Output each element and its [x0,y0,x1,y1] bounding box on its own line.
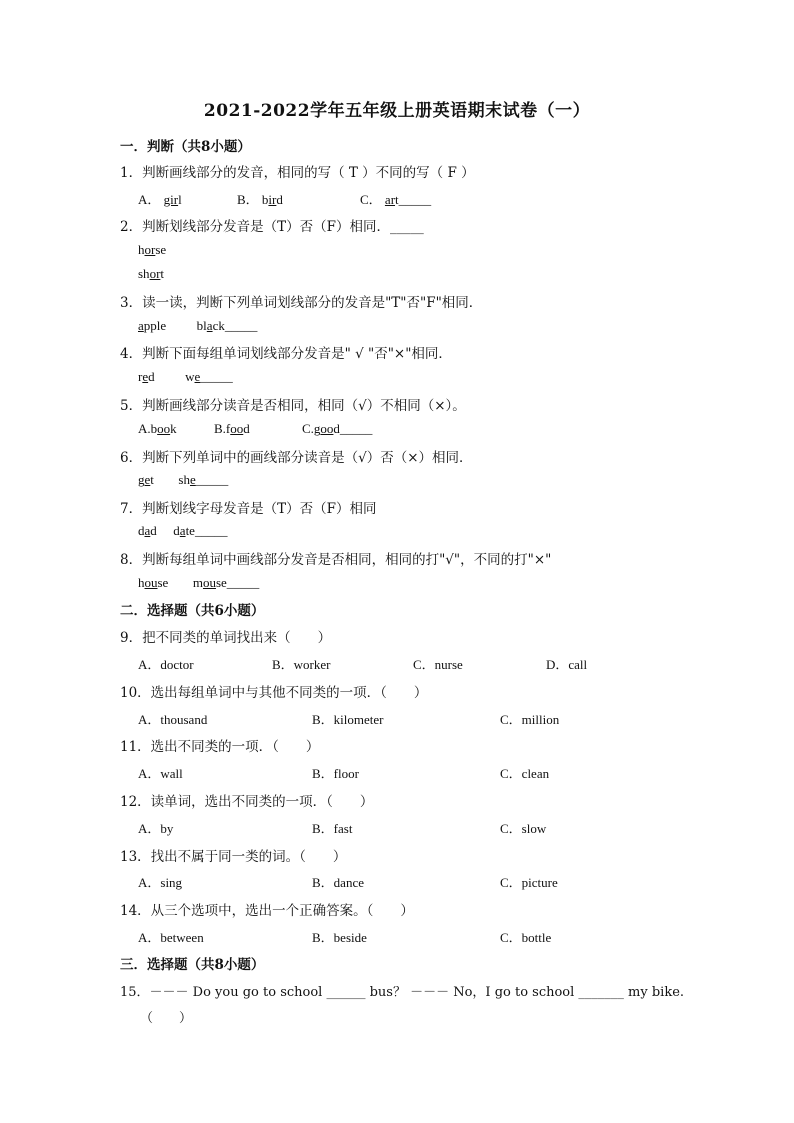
q14-option-c: C．bottle [500,930,552,945]
q1-option-c: C． art_____ [360,192,432,207]
q9-option-b: B．worker [272,657,331,672]
q10-option-a: A．thousand [138,712,208,727]
question-13: 13．找出不属于同一类的词。（ ） [120,849,347,865]
q15-answer-paren: （ ） [140,1010,193,1025]
question-7: 7．判断划线字母发音是（T）否（F）相同 [120,501,377,517]
q9-option-d: D．call [546,657,588,672]
q11-option-a: A．wall [138,766,183,781]
question-3: 3．读一读，判断下列单词划线部分的发音是"T"否"F"相同． [120,295,483,311]
q12-option-c: C．slow [500,821,547,836]
q9-option-c: C．nurse [413,657,463,672]
q7-words: dad date_____ [138,523,228,538]
q13-option-a: A．sing [138,875,183,890]
q3-words: apple black_____ [138,318,258,333]
q2-word-1: horse [138,242,167,257]
q12-option-b: B．fast [312,821,353,836]
question-2: 2．判断划线部分发音是（T）否（F）相同．_____ [120,219,424,235]
q1-option-a: A． girl [138,192,182,207]
q13-option-c: C．picture [500,875,558,890]
question-14: 14．从三个选项中，选出一个正确答案。（ ） [120,903,414,919]
question-12: 12．读单词，选出不同类的一项．（ ） [120,794,374,810]
section-2-heading: 二．选择题（共6小题） [120,603,265,619]
section-1-heading: 一．判断（共8小题） [120,139,251,155]
question-15: 15．－－－ Do you go to school ______ bus？ －－－ No，I go to school _______ my bike. [120,985,685,1000]
q11-option-b: B．floor [312,766,359,781]
q10-option-b: B．kilometer [312,712,384,727]
q11-option-c: C．clean [500,766,550,781]
q13-option-b: B．dance [312,875,364,890]
question-1: 1．判断画线部分的发音，相同的写（ T ）不同的写（ F ） [120,165,475,181]
q5-option-a: A.book [138,421,177,436]
question-5: 5．判断画线部分读音是否相同，相同（√）不相同（×）。 [120,398,466,414]
q12-option-a: A．by [138,821,174,836]
q5-option-c: C.good_____ [302,421,373,436]
q10-option-c: C．million [500,712,560,727]
q9-option-a: A．doctor [138,657,194,672]
question-8: 8．判断每组单词中画线部分发音是否相同，相同的打"√"，不同的打"×" [120,552,552,568]
q1-option-b: B． bird [237,192,283,207]
q8-words: house mouse_____ [138,575,260,590]
q6-words: get she_____ [138,472,229,487]
q14-option-a: A．between [138,930,204,945]
section-3-heading: 三．选择题（共8小题） [120,957,265,973]
q5-option-b: B.food [214,421,250,436]
q14-option-b: B．beside [312,930,367,945]
question-6: 6．判断下列单词中的画线部分读音是（√）否（×）相同． [120,450,473,466]
exam-title: 2021-2022学年五年级上册英语期末试卷（一） [203,101,591,121]
question-9: 9．把不同类的单词找出来（ ） [120,630,332,646]
question-4: 4．判断下面每组单词划线部分发音是" √ "否"×"相同． [120,346,452,362]
q2-word-2: short [138,266,165,281]
question-11: 11．选出不同类的一项．（ ） [120,739,320,755]
q4-words: red we_____ [138,369,233,384]
question-10: 10．选出每组单词中与其他不同类的一项．（ ） [120,685,428,701]
